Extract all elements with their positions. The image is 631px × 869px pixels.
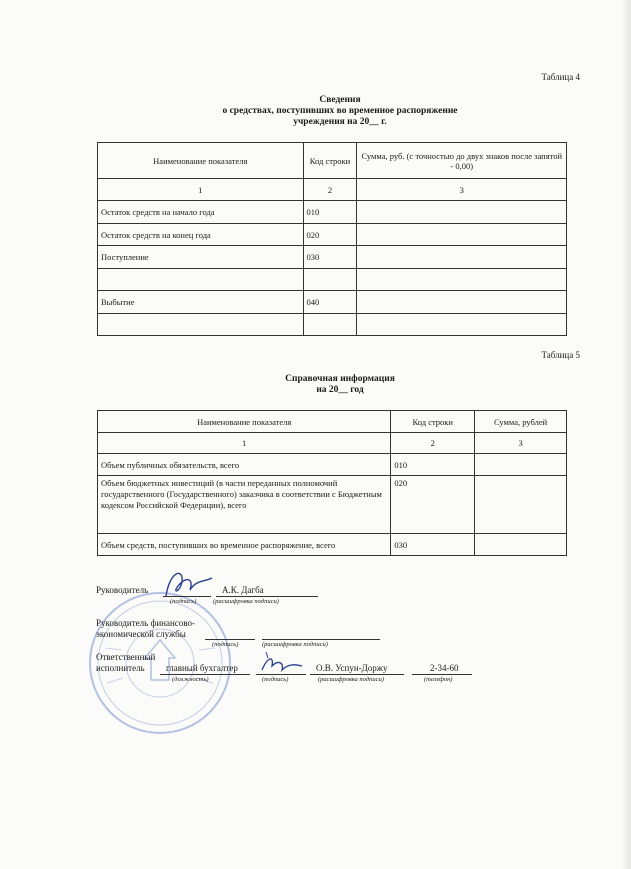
fin-sub-sign: (подпись) bbox=[212, 641, 239, 648]
table5-row-code: 020 bbox=[391, 476, 475, 534]
table4-title-line1: Сведения bbox=[319, 95, 361, 105]
table4-row-code: 030 bbox=[303, 246, 357, 269]
head-label: Руководитель bbox=[96, 585, 149, 595]
page-edge-shadow bbox=[621, 0, 631, 869]
exec-label-line2: исполнитель bbox=[96, 663, 145, 673]
fin-sign-line bbox=[205, 639, 255, 640]
table5-colnum-3: 3 bbox=[475, 433, 567, 454]
exec-sub-phone: (телефон) bbox=[424, 676, 453, 683]
table4-header-name: Наименование показателя bbox=[98, 143, 304, 179]
table5 bbox=[97, 410, 567, 556]
table5-row-sum bbox=[475, 534, 567, 556]
table-row bbox=[98, 476, 567, 534]
table5-colnum-row bbox=[98, 433, 567, 454]
table4-header-sum: Сумма, руб. (с точностью до двух знаков после запятой - 0,00) bbox=[357, 143, 567, 179]
table5-title-line1: Справочная информация bbox=[285, 374, 395, 384]
table5-row-code: 010 bbox=[391, 454, 475, 476]
table5-row-sum bbox=[475, 454, 567, 476]
head-sub-sign: (подпись) bbox=[170, 598, 197, 605]
table4-title-line2: о средствах, поступивших во временное распоряжение bbox=[222, 106, 458, 116]
table-row bbox=[98, 201, 567, 224]
table5-row-name: Объем публичных обязательств, всего bbox=[98, 454, 391, 476]
exec-name: О.В. Успун-Доржу bbox=[316, 663, 388, 673]
exec-position-line bbox=[160, 674, 250, 675]
table-row bbox=[98, 224, 567, 246]
table4-label: Таблица 4 bbox=[541, 72, 580, 82]
table4-row-sum bbox=[357, 269, 567, 291]
table4-row-name bbox=[98, 269, 304, 291]
table4-row-code bbox=[303, 314, 357, 336]
exec-name-line bbox=[310, 674, 404, 675]
table4-colnum-row bbox=[98, 179, 567, 201]
table4-row-name: Выбытие bbox=[98, 291, 304, 314]
table4-row-sum bbox=[357, 224, 567, 246]
table-row bbox=[98, 314, 567, 336]
table-row bbox=[98, 246, 567, 269]
table4-row-code: 020 bbox=[303, 224, 357, 246]
fin-label bbox=[96, 618, 195, 640]
exec-position: главный бухгалтер bbox=[166, 663, 238, 673]
table5-label: Таблица 5 bbox=[541, 350, 580, 360]
table5-title-line2: на 20__ год bbox=[316, 385, 364, 395]
table4-colnum-2: 2 bbox=[303, 179, 357, 201]
head-sub-decode: (расшифровка подписи) bbox=[213, 598, 279, 605]
fin-label-line1: Руководитель финансово- bbox=[96, 618, 195, 628]
head-name: А.К. Дагба bbox=[222, 585, 264, 595]
table4-row-name: Остаток средств на конец года bbox=[98, 224, 304, 246]
table4-row-name bbox=[98, 314, 304, 336]
table4 bbox=[97, 142, 567, 336]
table5-header-name: Наименование показателя bbox=[98, 411, 391, 433]
table4-colnum-3: 3 bbox=[357, 179, 567, 201]
table5-row-name: Объем бюджетных инвестиций (в части переданных полномочий государственного (Государственного) заказчика в соответствии с Бюджетным кодексом Российской Федерации), всего bbox=[98, 476, 391, 534]
exec-sub-decode: (расшифровка подписи) bbox=[318, 676, 384, 683]
exec-sub-sign: (подпись) bbox=[262, 676, 289, 683]
table-row bbox=[98, 269, 567, 291]
exec-phone: 2-34-60 bbox=[430, 663, 459, 673]
table5-row-code: 030 bbox=[391, 534, 475, 556]
table5-header-code: Код строки bbox=[391, 411, 475, 433]
table5-row-sum bbox=[475, 476, 567, 534]
table5-header-sum: Сумма, рублей bbox=[475, 411, 567, 433]
table5-colnum-1: 1 bbox=[98, 433, 391, 454]
table5-row-name: Объем средств, поступивших во временное распоряжение, всего bbox=[98, 534, 391, 556]
table4-row-code bbox=[303, 269, 357, 291]
fin-label-line2: экономической службы bbox=[96, 629, 186, 639]
table4-row-sum bbox=[357, 291, 567, 314]
table-row bbox=[98, 291, 567, 314]
table4-row-name: Остаток средств на начало года bbox=[98, 201, 304, 224]
table5-colnum-2: 2 bbox=[391, 433, 475, 454]
fin-name-line bbox=[262, 639, 380, 640]
table-row bbox=[98, 454, 567, 476]
table4-header-code: Код строки bbox=[303, 143, 357, 179]
table4-colnum-1: 1 bbox=[98, 179, 304, 201]
table5-title bbox=[100, 374, 580, 396]
head-name-line bbox=[216, 596, 318, 597]
table4-title-line3: учреждения на 20__ г. bbox=[293, 117, 387, 127]
table4-row-name: Поступление bbox=[98, 246, 304, 269]
fin-sub-decode: (расшифровка подписи) bbox=[262, 641, 328, 648]
head-signature-icon bbox=[160, 566, 220, 602]
table4-row-sum bbox=[357, 314, 567, 336]
exec-sub-position: (должность) bbox=[172, 676, 209, 683]
table4-row-sum bbox=[357, 246, 567, 269]
exec-label-line1: Ответственный bbox=[96, 652, 156, 662]
table4-title bbox=[100, 95, 580, 128]
table4-row-sum bbox=[357, 201, 567, 224]
exec-label bbox=[96, 652, 155, 674]
table5-header-row bbox=[98, 411, 567, 433]
table4-header-row bbox=[98, 143, 567, 179]
exec-phone-line bbox=[412, 674, 472, 675]
table-row bbox=[98, 534, 567, 556]
table4-row-code: 010 bbox=[303, 201, 357, 224]
exec-sign-line bbox=[256, 674, 306, 675]
table4-row-code: 040 bbox=[303, 291, 357, 314]
